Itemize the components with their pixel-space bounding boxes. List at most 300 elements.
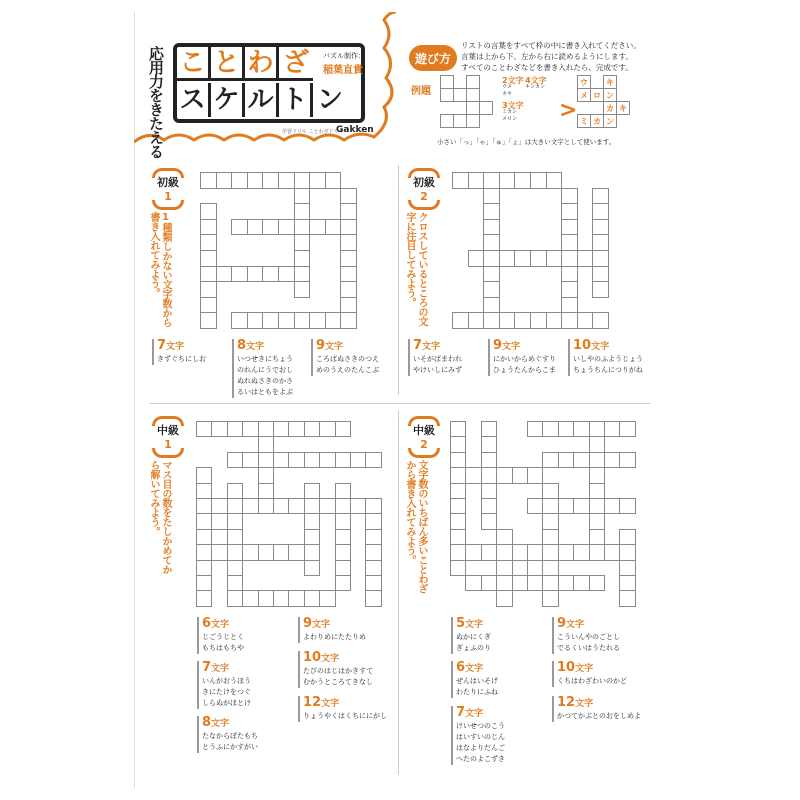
grid-cell[interactable] — [200, 281, 217, 298]
credit-label: パズル制作： — [323, 52, 365, 60]
grid-cell[interactable] — [335, 452, 351, 468]
grid-cell[interactable] — [619, 560, 635, 576]
grid-cell[interactable] — [294, 234, 311, 251]
grid-cell[interactable] — [483, 203, 500, 220]
grid-cell[interactable] — [619, 498, 635, 514]
grid-cell[interactable] — [294, 281, 311, 298]
grid-cell[interactable] — [558, 498, 574, 514]
grid-cell[interactable] — [340, 297, 357, 314]
grid-cell[interactable] — [481, 513, 497, 529]
grid-cell[interactable] — [483, 266, 500, 283]
grid-cell[interactable] — [561, 188, 578, 205]
grid-cell[interactable] — [227, 513, 243, 529]
grid-cell[interactable] — [211, 544, 227, 560]
grid-cell[interactable] — [273, 590, 289, 606]
grid-cell[interactable] — [309, 312, 326, 329]
grid-cell[interactable] — [604, 421, 620, 437]
grid-cell[interactable] — [365, 575, 381, 591]
grid-cell[interactable] — [468, 312, 485, 329]
grid-cell[interactable] — [512, 560, 528, 576]
grid-cell[interactable] — [496, 467, 512, 483]
grid-cell[interactable] — [546, 250, 563, 267]
title-char: ス — [177, 83, 211, 117]
grid-cell[interactable] — [450, 560, 466, 576]
grid-cell[interactable] — [589, 529, 605, 545]
grid-cell[interactable] — [589, 483, 605, 499]
grid-cell[interactable] — [273, 421, 289, 437]
grid-cell[interactable] — [527, 467, 543, 483]
grid-cell[interactable] — [262, 172, 279, 189]
grid-cell[interactable] — [294, 188, 311, 205]
grid-cell[interactable] — [335, 483, 351, 499]
grid-cell[interactable] — [273, 452, 289, 468]
grid-cell[interactable] — [242, 452, 258, 468]
grid-cell[interactable] — [542, 560, 558, 576]
grid-cell[interactable] — [340, 312, 357, 329]
grid-cell[interactable] — [211, 513, 227, 529]
grid-cell[interactable] — [483, 219, 500, 236]
grid-cell[interactable] — [496, 590, 512, 606]
grid-cell[interactable] — [452, 172, 469, 189]
grid-cell[interactable] — [200, 219, 217, 236]
grid-cell[interactable] — [589, 452, 605, 468]
grid-cell[interactable] — [546, 312, 563, 329]
grid-cell[interactable] — [468, 172, 485, 189]
grid-cell[interactable] — [200, 172, 217, 189]
grid-cell[interactable] — [527, 560, 543, 576]
grid-cell[interactable] — [258, 498, 274, 514]
grid-cell[interactable] — [481, 544, 497, 560]
grid-cell[interactable] — [440, 114, 454, 128]
grid-cell[interactable] — [335, 498, 351, 514]
grid-cell[interactable] — [273, 498, 289, 514]
grid-cell[interactable] — [604, 498, 620, 514]
grid-cell[interactable] — [542, 513, 558, 529]
grid-cell[interactable] — [231, 219, 248, 236]
grid-cell[interactable] — [200, 203, 217, 220]
grid-cell[interactable] — [258, 590, 274, 606]
grid-cell[interactable] — [231, 312, 248, 329]
grid-cell[interactable] — [304, 498, 320, 514]
clue-group: 10文字 たびのはじはかきすて むかうところてきなし — [298, 651, 373, 688]
grid-cell[interactable] — [227, 560, 243, 576]
grid-cell[interactable] — [527, 544, 543, 560]
grid-cell[interactable] — [325, 219, 342, 236]
grid-cell[interactable]: ミ — [577, 114, 591, 128]
grid-cell[interactable] — [619, 452, 635, 468]
grid-cell[interactable] — [278, 312, 295, 329]
grid-cell[interactable] — [619, 421, 635, 437]
grid-cell[interactable] — [542, 483, 558, 499]
grid-cell[interactable] — [604, 452, 620, 468]
grid-cell[interactable] — [288, 498, 304, 514]
grid-cell[interactable] — [258, 467, 274, 483]
grid-cell[interactable] — [481, 436, 497, 452]
grid-cell[interactable] — [304, 590, 320, 606]
grid-cell[interactable] — [592, 234, 609, 251]
title-char: こ — [177, 47, 211, 81]
grid-cell[interactable] — [196, 513, 212, 529]
grid-cell[interactable] — [247, 172, 264, 189]
grid-cell[interactable] — [512, 575, 528, 591]
grid-cell[interactable] — [365, 560, 381, 576]
grid-cell[interactable] — [262, 266, 279, 283]
grid-cell[interactable] — [514, 312, 531, 329]
grid-cell[interactable] — [294, 203, 311, 220]
grid-cell[interactable] — [450, 467, 466, 483]
grid-cell[interactable] — [211, 421, 227, 437]
grid-cell[interactable] — [335, 513, 351, 529]
title-char: ン — [316, 85, 343, 115]
grid-cell[interactable] — [450, 498, 466, 514]
grid-cell[interactable] — [242, 498, 258, 514]
grid-cell[interactable] — [589, 467, 605, 483]
clue-group: 7文字 けいせつのこう はいすいのじん はなよりだんご へたのよこずき — [451, 706, 505, 765]
grid-cell[interactable] — [573, 498, 589, 514]
grid-cell[interactable] — [196, 421, 212, 437]
grid-cell[interactable] — [227, 498, 243, 514]
grid-cell[interactable] — [196, 483, 212, 499]
grid-cell[interactable] — [577, 250, 594, 267]
grid-cell[interactable] — [304, 452, 320, 468]
grid-cell[interactable] — [340, 234, 357, 251]
grid-cell[interactable] — [558, 575, 574, 591]
grid-cell[interactable] — [527, 575, 543, 591]
arrow-icon: > — [559, 98, 578, 123]
grid-cell[interactable] — [227, 529, 243, 545]
grid-cell[interactable] — [258, 452, 274, 468]
grid-cell[interactable] — [365, 498, 381, 514]
grid-cell[interactable] — [546, 172, 563, 189]
grid-cell[interactable] — [200, 312, 217, 329]
grid-cell[interactable] — [558, 544, 574, 560]
grid-cell[interactable] — [468, 250, 485, 267]
grid-cell[interactable] — [561, 219, 578, 236]
grid-cell[interactable] — [319, 452, 335, 468]
grid-cell[interactable] — [294, 312, 311, 329]
grid-cell[interactable] — [589, 436, 605, 452]
grid-cell[interactable] — [340, 281, 357, 298]
grid-cell[interactable] — [573, 575, 589, 591]
grid-cell[interactable] — [589, 544, 605, 560]
grid-cell[interactable] — [365, 513, 381, 529]
grid-cell[interactable] — [453, 114, 467, 128]
example-clue: 2文字 ウメ カキ — [502, 76, 524, 97]
grid-cell[interactable] — [262, 312, 279, 329]
grid-cell[interactable] — [483, 250, 500, 267]
grid-cell[interactable] — [227, 483, 243, 499]
grid-cell[interactable] — [577, 312, 594, 329]
grid-cell[interactable] — [592, 250, 609, 267]
grid-cell[interactable] — [335, 575, 351, 591]
grid-cell[interactable] — [340, 219, 357, 236]
howto-line: 言葉は上から下、左から右に読めるようにします。 — [461, 52, 633, 61]
grid-cell[interactable] — [242, 421, 258, 437]
grid-cell[interactable] — [325, 312, 342, 329]
grid-cell[interactable] — [483, 312, 500, 329]
grid-cell[interactable] — [340, 250, 357, 267]
grid-cell[interactable] — [573, 452, 589, 468]
grid-cell[interactable] — [561, 234, 578, 251]
grid-cell[interactable] — [258, 436, 274, 452]
grid-cell[interactable] — [589, 498, 605, 514]
grid-cell[interactable] — [561, 250, 578, 267]
grid-cell[interactable] — [573, 421, 589, 437]
grid-cell[interactable] — [200, 266, 217, 283]
grid-cell[interactable] — [619, 544, 635, 560]
clue-group: 9文字 こういんやのごとし でるくいはうたれる — [552, 617, 620, 654]
grid-cell[interactable] — [294, 172, 311, 189]
grid-cell[interactable] — [325, 172, 342, 189]
grid-cell[interactable] — [242, 544, 258, 560]
grid-cell[interactable] — [309, 219, 326, 236]
grid-cell[interactable] — [196, 467, 212, 483]
grid-cell[interactable]: ン — [603, 88, 617, 102]
grid-cell[interactable] — [340, 203, 357, 220]
grid-cell[interactable] — [227, 590, 243, 606]
grid-cell[interactable] — [481, 483, 497, 499]
grid-cell[interactable] — [514, 250, 531, 267]
grid-cell[interactable] — [450, 436, 466, 452]
grid-cell[interactable] — [542, 421, 558, 437]
grid-cell[interactable] — [340, 266, 357, 283]
grid-cell[interactable] — [450, 483, 466, 499]
grid-cell[interactable] — [319, 590, 335, 606]
example-clue: 3文字 ミカン メロン — [502, 101, 524, 122]
grid-cell[interactable] — [211, 529, 227, 545]
grid-cell[interactable] — [496, 529, 512, 545]
grid-cell[interactable] — [247, 312, 264, 329]
grid-cell[interactable] — [619, 575, 635, 591]
grid-cell[interactable] — [496, 544, 512, 560]
grid-cell[interactable] — [450, 452, 466, 468]
grid-cell[interactable] — [309, 172, 326, 189]
grid-cell[interactable] — [592, 266, 609, 283]
grid-cell[interactable] — [304, 421, 320, 437]
grid-cell[interactable] — [247, 219, 264, 236]
grid-cell[interactable] — [227, 421, 243, 437]
grid-cell[interactable]: カ — [603, 101, 617, 115]
grid-cell[interactable] — [288, 590, 304, 606]
grid-cell[interactable] — [561, 297, 578, 314]
grid-cell[interactable] — [196, 560, 212, 576]
grid-cell[interactable] — [319, 498, 335, 514]
grid-cell[interactable] — [231, 266, 248, 283]
grid-cell[interactable] — [604, 544, 620, 560]
grid-cell[interactable] — [573, 544, 589, 560]
grid-cell[interactable] — [304, 560, 320, 576]
clue-group: 10文字 くちはわざわいのかど — [552, 661, 627, 687]
grid-cell[interactable] — [592, 312, 609, 329]
grid-cell[interactable] — [592, 219, 609, 236]
grid-cell[interactable] — [288, 544, 304, 560]
title-char: ト — [279, 83, 313, 117]
grid-cell[interactable] — [619, 590, 635, 606]
grid-cell[interactable] — [466, 88, 480, 102]
grid-cell[interactable] — [483, 297, 500, 314]
grid-cell[interactable] — [294, 219, 311, 236]
grid-cell[interactable] — [258, 544, 274, 560]
series-line: 学習ドリル ことわざドリル — [282, 129, 344, 135]
grid-cell[interactable] — [227, 544, 243, 560]
grid-cell[interactable] — [514, 172, 531, 189]
grid-cell[interactable] — [496, 575, 512, 591]
grid-cell[interactable] — [365, 590, 381, 606]
grid-cell[interactable] — [365, 529, 381, 545]
grid-cell[interactable] — [278, 219, 295, 236]
level-badge: 初級 2 — [406, 174, 442, 203]
grid-cell[interactable] — [335, 421, 351, 437]
grid-cell[interactable] — [288, 452, 304, 468]
grid-cell[interactable] — [561, 312, 578, 329]
grid-cell[interactable] — [619, 529, 635, 545]
grid-cell[interactable] — [465, 575, 481, 591]
grid-cell[interactable] — [335, 529, 351, 545]
grid-cell[interactable] — [499, 250, 516, 267]
grid-cell[interactable] — [483, 234, 500, 251]
grid-cell[interactable] — [592, 203, 609, 220]
grid-cell[interactable] — [589, 575, 605, 591]
grid-cell[interactable] — [589, 421, 605, 437]
grid-cell[interactable] — [304, 544, 320, 560]
grid-cell[interactable] — [450, 513, 466, 529]
grid-cell[interactable] — [294, 250, 311, 267]
grid-cell[interactable] — [278, 266, 295, 283]
grid-cell[interactable] — [452, 312, 469, 329]
grid-cell[interactable] — [288, 421, 304, 437]
grid-cell[interactable] — [481, 452, 497, 468]
grid-cell[interactable]: メ — [577, 88, 591, 102]
grid-cell[interactable] — [530, 172, 547, 189]
grid-cell[interactable] — [216, 266, 233, 283]
grid-cell[interactable]: キ — [603, 75, 617, 89]
grid-cell[interactable]: キ — [616, 101, 630, 115]
grid-cell[interactable] — [450, 529, 466, 545]
grid-cell[interactable] — [512, 544, 528, 560]
grid-cell[interactable] — [453, 88, 467, 102]
grid-cell[interactable] — [350, 452, 366, 468]
grid-cell[interactable] — [440, 75, 454, 89]
grid-cell[interactable] — [561, 281, 578, 298]
grid-cell[interactable] — [200, 250, 217, 267]
grid-cell[interactable] — [273, 544, 289, 560]
grid-cell[interactable] — [466, 114, 480, 128]
grid-cell[interactable] — [483, 172, 500, 189]
grid-cell[interactable] — [483, 188, 500, 205]
grid-cell[interactable] — [196, 544, 212, 560]
howto-badge: 遊び方 — [409, 45, 457, 71]
grid-cell[interactable]: ン — [603, 114, 617, 128]
grid-cell[interactable] — [558, 452, 574, 468]
grid-cell[interactable] — [496, 560, 512, 576]
grid-cell[interactable] — [227, 575, 243, 591]
grid-cell[interactable] — [561, 203, 578, 220]
grid-cell[interactable] — [262, 219, 279, 236]
grid-cell[interactable] — [561, 266, 578, 283]
grid-cell[interactable] — [465, 467, 481, 483]
grid-cell[interactable] — [542, 452, 558, 468]
grid-cell[interactable] — [335, 560, 351, 576]
howto-line: すべてのことわざなどを書き入れたら、完成です。 — [461, 63, 633, 72]
grid-cell[interactable] — [465, 544, 481, 560]
grid-cell[interactable] — [294, 266, 311, 283]
grid-cell[interactable] — [335, 544, 351, 560]
grid-cell[interactable] — [231, 172, 248, 189]
grid-cell[interactable] — [304, 483, 320, 499]
tagline: 応用力をきたえる — [147, 46, 165, 158]
grid-cell[interactable] — [365, 544, 381, 560]
grid-cell[interactable] — [258, 483, 274, 499]
grid-cell[interactable] — [247, 266, 264, 283]
clue-group: 9文字 ころばぬさきのつえ めのうえのたんこぶ — [311, 339, 379, 376]
grid-cell[interactable] — [479, 101, 493, 115]
grid-cell[interactable] — [196, 590, 212, 606]
grid-cell[interactable] — [196, 575, 212, 591]
grid-cell[interactable] — [211, 498, 227, 514]
grid-cell[interactable] — [499, 172, 516, 189]
grid-cell[interactable] — [481, 421, 497, 437]
grid-cell[interactable]: カ — [590, 114, 604, 128]
title-char: ケ — [211, 83, 245, 117]
grid-cell[interactable]: ウ — [577, 75, 591, 89]
grid-cell[interactable] — [589, 513, 605, 529]
grid-cell[interactable] — [450, 421, 466, 437]
grid-cell[interactable] — [481, 498, 497, 514]
grid-cell[interactable] — [542, 590, 558, 606]
grid-cell[interactable] — [304, 513, 320, 529]
grid-cell[interactable] — [200, 297, 217, 314]
grid-cell[interactable] — [200, 234, 217, 251]
grid-cell[interactable] — [319, 421, 335, 437]
grid-cell[interactable] — [542, 575, 558, 591]
grid-cell[interactable] — [450, 544, 466, 560]
grid-cell[interactable] — [499, 312, 516, 329]
grid-cell[interactable] — [512, 467, 528, 483]
grid-cell[interactable] — [196, 498, 212, 514]
grid-cell[interactable] — [304, 529, 320, 545]
grid-cell[interactable] — [350, 498, 366, 514]
grid-cell[interactable] — [542, 498, 558, 514]
grid-cell[interactable] — [527, 498, 543, 514]
grid-cell[interactable] — [481, 575, 497, 591]
grid-cell[interactable] — [278, 172, 295, 189]
grid-cell[interactable] — [530, 250, 547, 267]
example-grid-solved — [577, 75, 641, 127]
grid-cell[interactable] — [242, 590, 258, 606]
grid-cell[interactable] — [340, 188, 357, 205]
grid-cell[interactable] — [527, 421, 543, 437]
grid-cell[interactable] — [466, 101, 480, 115]
grid-cell[interactable] — [483, 281, 500, 298]
grid-cell[interactable] — [196, 529, 212, 545]
grid-cell[interactable] — [227, 452, 243, 468]
grid-cell[interactable] — [481, 467, 497, 483]
grid-cell[interactable] — [440, 88, 454, 102]
howto-note: 小さい「っ」「ゃ」「ゅ」「ょ」は大きい文字として使います。 — [437, 138, 616, 146]
grid-cell[interactable]: ロ — [590, 88, 604, 102]
grid-cell[interactable] — [258, 421, 274, 437]
grid-cell[interactable] — [592, 188, 609, 205]
grid-cell[interactable] — [542, 529, 558, 545]
grid-cell[interactable] — [542, 544, 558, 560]
grid-cell[interactable] — [592, 281, 609, 298]
grid-cell[interactable] — [466, 75, 480, 89]
grid-cell[interactable] — [216, 172, 233, 189]
grid-cell[interactable] — [558, 421, 574, 437]
clue-group: 8文字 たなからぼたもち とうふにかすがい — [197, 716, 258, 753]
grid-cell[interactable] — [530, 312, 547, 329]
grid-cell[interactable] — [365, 452, 381, 468]
